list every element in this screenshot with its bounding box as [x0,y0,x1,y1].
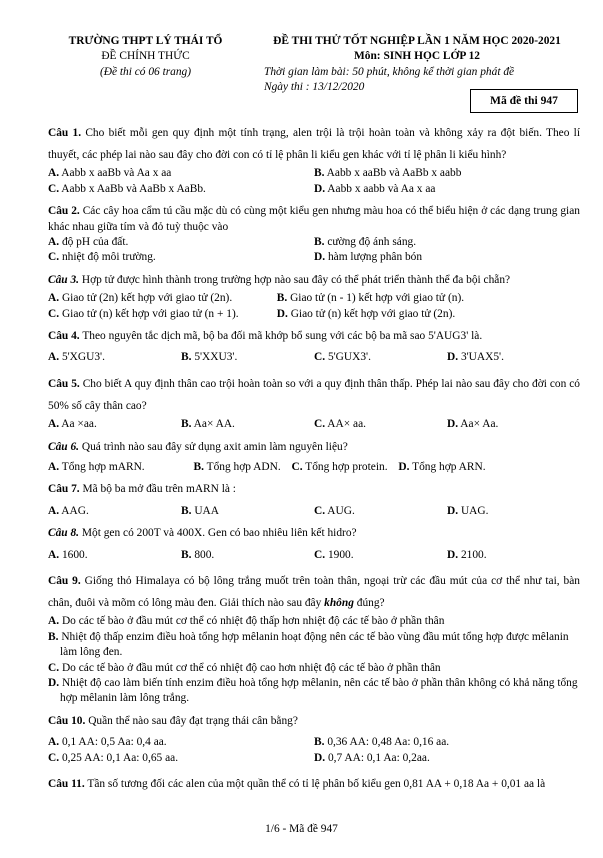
question-text: Các cây hoa cẩm tú cầu mặc dù có cùng một kiểu gen nhưng màu hoa có thể biểu hiện ở các dạng trung gian khác nhau giữa tím và đỏ tuỳ thuộc vào [48,205,580,233]
question-text: Cho biết mỗi gen quy định một tính trạng, alen trội là trội hoàn toàn và không xảy ra đột biến. Theo lí thuyết, các phép lai nào sau đây cho đời con có tỉ lệ phân li kiểu gen khác với tỉ lệ phân li kiểu hình? [48,127,580,162]
question-7 [48,482,580,519]
option-b[interactable]: B. cường độ ánh sáng. [314,236,417,249]
page-count: (Đề thi có 06 trang) [99,65,192,78]
option-d[interactable]: D. 0,7 AA: 0,1 Aa: 0,2aa. [314,751,430,764]
question-label: Câu 1. [48,127,82,139]
option-d[interactable]: D. Giao tử (n) kết hợp với giao tử (2n). [276,307,456,320]
question-label: Câu 2. [48,205,80,218]
question-text: Tần số tương đối các alen của một quần thể có tỉ lệ phân bố kiểu gen 0,81 AA + 0,18 Aa + 0,01 aa là [87,777,546,790]
option-b[interactable]: B. 0,36 AA: 0,48 Aa: 0,16 aa. [314,736,450,749]
question-11 [48,773,580,795]
question-label: Câu 11. [48,777,85,790]
option-b[interactable]: B. Nhiệt độ thấp enzim điều hoà tổng hợp mêlanin hoạt động nên các tế bào vùng đầu mút tổng hợp được mêlanin làm lông đen. [48,630,569,659]
question-label: Câu 9. [48,574,81,587]
option-a[interactable]: A. độ pH của đất. [48,236,129,249]
question-9: Câu 9. Giống thỏ Himalaya có bộ lông trắng muốt trên toàn thân, ngoại trừ các đầu mút của cơ thể như tai, bàn chân, đuôi và mõm có lông màu đen. Giải thích nào sau đây không đúng? A. Do các tế bào ở đầu mút cơ thể có nhiệt độ thấp hơn nhiệt độ các tế bào ở phần thân B. Nhiệt độ thấp enzim điều hoà tổng hợp mêlanin hoạt động nên các tế bào vùng đầu mút tổng hợp được mêlanin làm lông đen. C. Do các tế bào ở đầu mút cơ thể có nhiệt độ cao hơn nhiệt độ các tế bào ở phần thân D. Nhiệt độ cao làm biến tính enzim điều hoà tổng hợp mêlanin, nên các tế bào ở phần thân không có khả năng tổng hợp mêlanin làm lông trắng. [48,570,580,707]
header-left [48,34,243,80]
option-a[interactable]: A. Aa ×aa. [48,418,97,431]
question-list [48,122,580,802]
exam-title: ĐỀ THI THỬ TỐT NGHIỆP LẦN 1 NĂM HỌC 2020-2021 [273,35,561,47]
option-c[interactable]: C. AA× aa. [314,418,366,431]
official-label: ĐỀ CHÍNH THỨC [101,50,190,63]
question-3 [48,273,580,322]
option-c[interactable]: C. 0,25 AA: 0,1 Aa: 0,65 aa. [48,751,179,764]
question-10 [48,714,580,766]
question-5 [48,373,580,433]
school-name: TRƯỜNG THPT LÝ THÁI TỔ [68,35,223,47]
question-label: Câu 3. [48,273,80,286]
question-1 [48,122,580,197]
option-c[interactable]: C. nhiệt độ môi trường. [48,251,156,264]
option-b[interactable]: B. Aabb x aaBb và AaBb x aabb [314,167,462,180]
question-label: Câu 10. [48,714,86,727]
question-label: Câu 5. [48,377,80,390]
option-b[interactable]: B. 5'XXU3'. [181,351,238,364]
question-4 [48,329,580,366]
question-text: Một gen có 200T và 400X. Gen có bao nhiêu liên kết hidro? [81,527,357,540]
question-8 [48,526,580,563]
option-c[interactable]: C. 1900. [314,548,354,561]
page-footer: 1/6 - Mã đề 947 [265,823,338,835]
exam-code-box: Mã đề thi 947 [470,89,578,113]
option-b[interactable]: B. Tổng hợp ADN. [193,461,281,474]
option-b[interactable]: B. UAA [181,504,219,517]
option-b[interactable]: B. Aa× AA. [181,418,235,431]
option-a[interactable]: A. 1600. [48,548,88,561]
question-2 [48,204,580,266]
option-d[interactable]: D. 2100. [447,548,487,561]
option-d[interactable]: D. 3'UAX5'. [447,351,504,364]
option-c[interactable]: C. Giao tử (n) kết hợp với giao tử (n + 1). [48,307,239,320]
time-allowed: Thời gian làm bài: 50 phút, không kể thời gian phát đề [264,65,515,78]
option-c[interactable]: C. Tổng hợp protein. [291,461,388,474]
option-d[interactable]: D. hàm lượng phân bón [314,251,423,264]
option-d[interactable]: D. Aa× Aa. [447,418,499,431]
option-d[interactable]: D. Tổng hợp ARN. [398,461,486,474]
question-text: Theo nguyên tắc dịch mã, bộ ba đối mã khớp bổ sung với các bộ ba mã sao 5'AUG3' là. [82,329,483,342]
question-label: Câu 7. [48,483,80,496]
option-c[interactable]: C. Aabb x AaBb và AaBb x AaBb. [48,182,206,195]
option-d[interactable]: D. Aabb x aabb và Aa x aa [314,182,436,195]
option-a[interactable]: A. Do các tế bào ở đầu mút cơ thể có nhiệt độ thấp hơn nhiệt độ các tế bào ở phần thân [48,615,445,628]
option-b[interactable]: B. Giao tử (n - 1) kết hợp với giao tử (n). [276,292,465,305]
exam-date: Ngày thi : 13/12/2020 [264,81,365,94]
question-text: Quá trình nào sau đây sử dụng axit amin làm nguyên liệu? [81,440,348,453]
question-label: Câu 6. [48,440,80,453]
option-b[interactable]: B. 800. [181,548,215,561]
question-label: Câu 8. [48,527,80,540]
option-c[interactable]: C. 5'GUX3'. [314,351,371,364]
option-c[interactable]: C. AUG. [314,504,355,517]
question-label: Câu 4. [48,329,80,342]
option-a[interactable]: A. Tổng hợp mARN. [48,461,145,474]
emphasis-word: không [324,597,354,610]
subject: Môn: SINH HỌC LỚP 12 [354,50,480,63]
question-text: Quần thể nào sau đây đạt trạng thái cân bằng? [88,714,298,727]
header-right [252,34,582,96]
question-text: Giống thỏ Himalaya có bộ lông trắng muốt trên toàn thân, ngoại trừ các đầu mút của cơ thể như tai, bàn chân, đuôi và mõm có lông màu đen. Giải thích nào sau đây [48,574,580,610]
question-text: Mã bộ ba mở đầu trên mARN là : [82,483,236,496]
option-a[interactable]: A. 5'XGU3'. [48,351,105,364]
option-c[interactable]: C. Do các tế bào ở đầu mút cơ thể có nhiệt độ cao hơn nhiệt độ các tế bào ở phần thân [48,661,441,674]
question-text: Hợp tử được hình thành trong trường hợp nào sau đây có thể phát triển thành thể đa bội chẵn? [81,273,511,286]
option-a[interactable]: A. Aabb x aaBb và Aa x aa [48,167,172,180]
option-d[interactable]: D. Nhiệt độ cao làm biến tính enzim điều hoà tổng hợp mêlanin, nên các tế bào ở phần thân không có khả năng tổng hợp mêlanin làm lông trắng. [48,677,578,705]
question-text: Cho biết A quy định thân cao trội hoàn toàn so với a quy định thân thấp. Phép lai nào sau đây cho đời con có 50% số cây thân cao? [48,377,580,412]
option-a[interactable]: A. AAG. [48,504,89,517]
option-d[interactable]: D. UAG. [447,504,489,517]
option-a[interactable]: A. Giao tử (2n) kết hợp với giao tử (2n). [48,292,233,305]
question-6 [48,440,580,476]
option-a[interactable]: A. 0,1 AA: 0,5 Aa: 0,4 aa. [48,736,167,749]
